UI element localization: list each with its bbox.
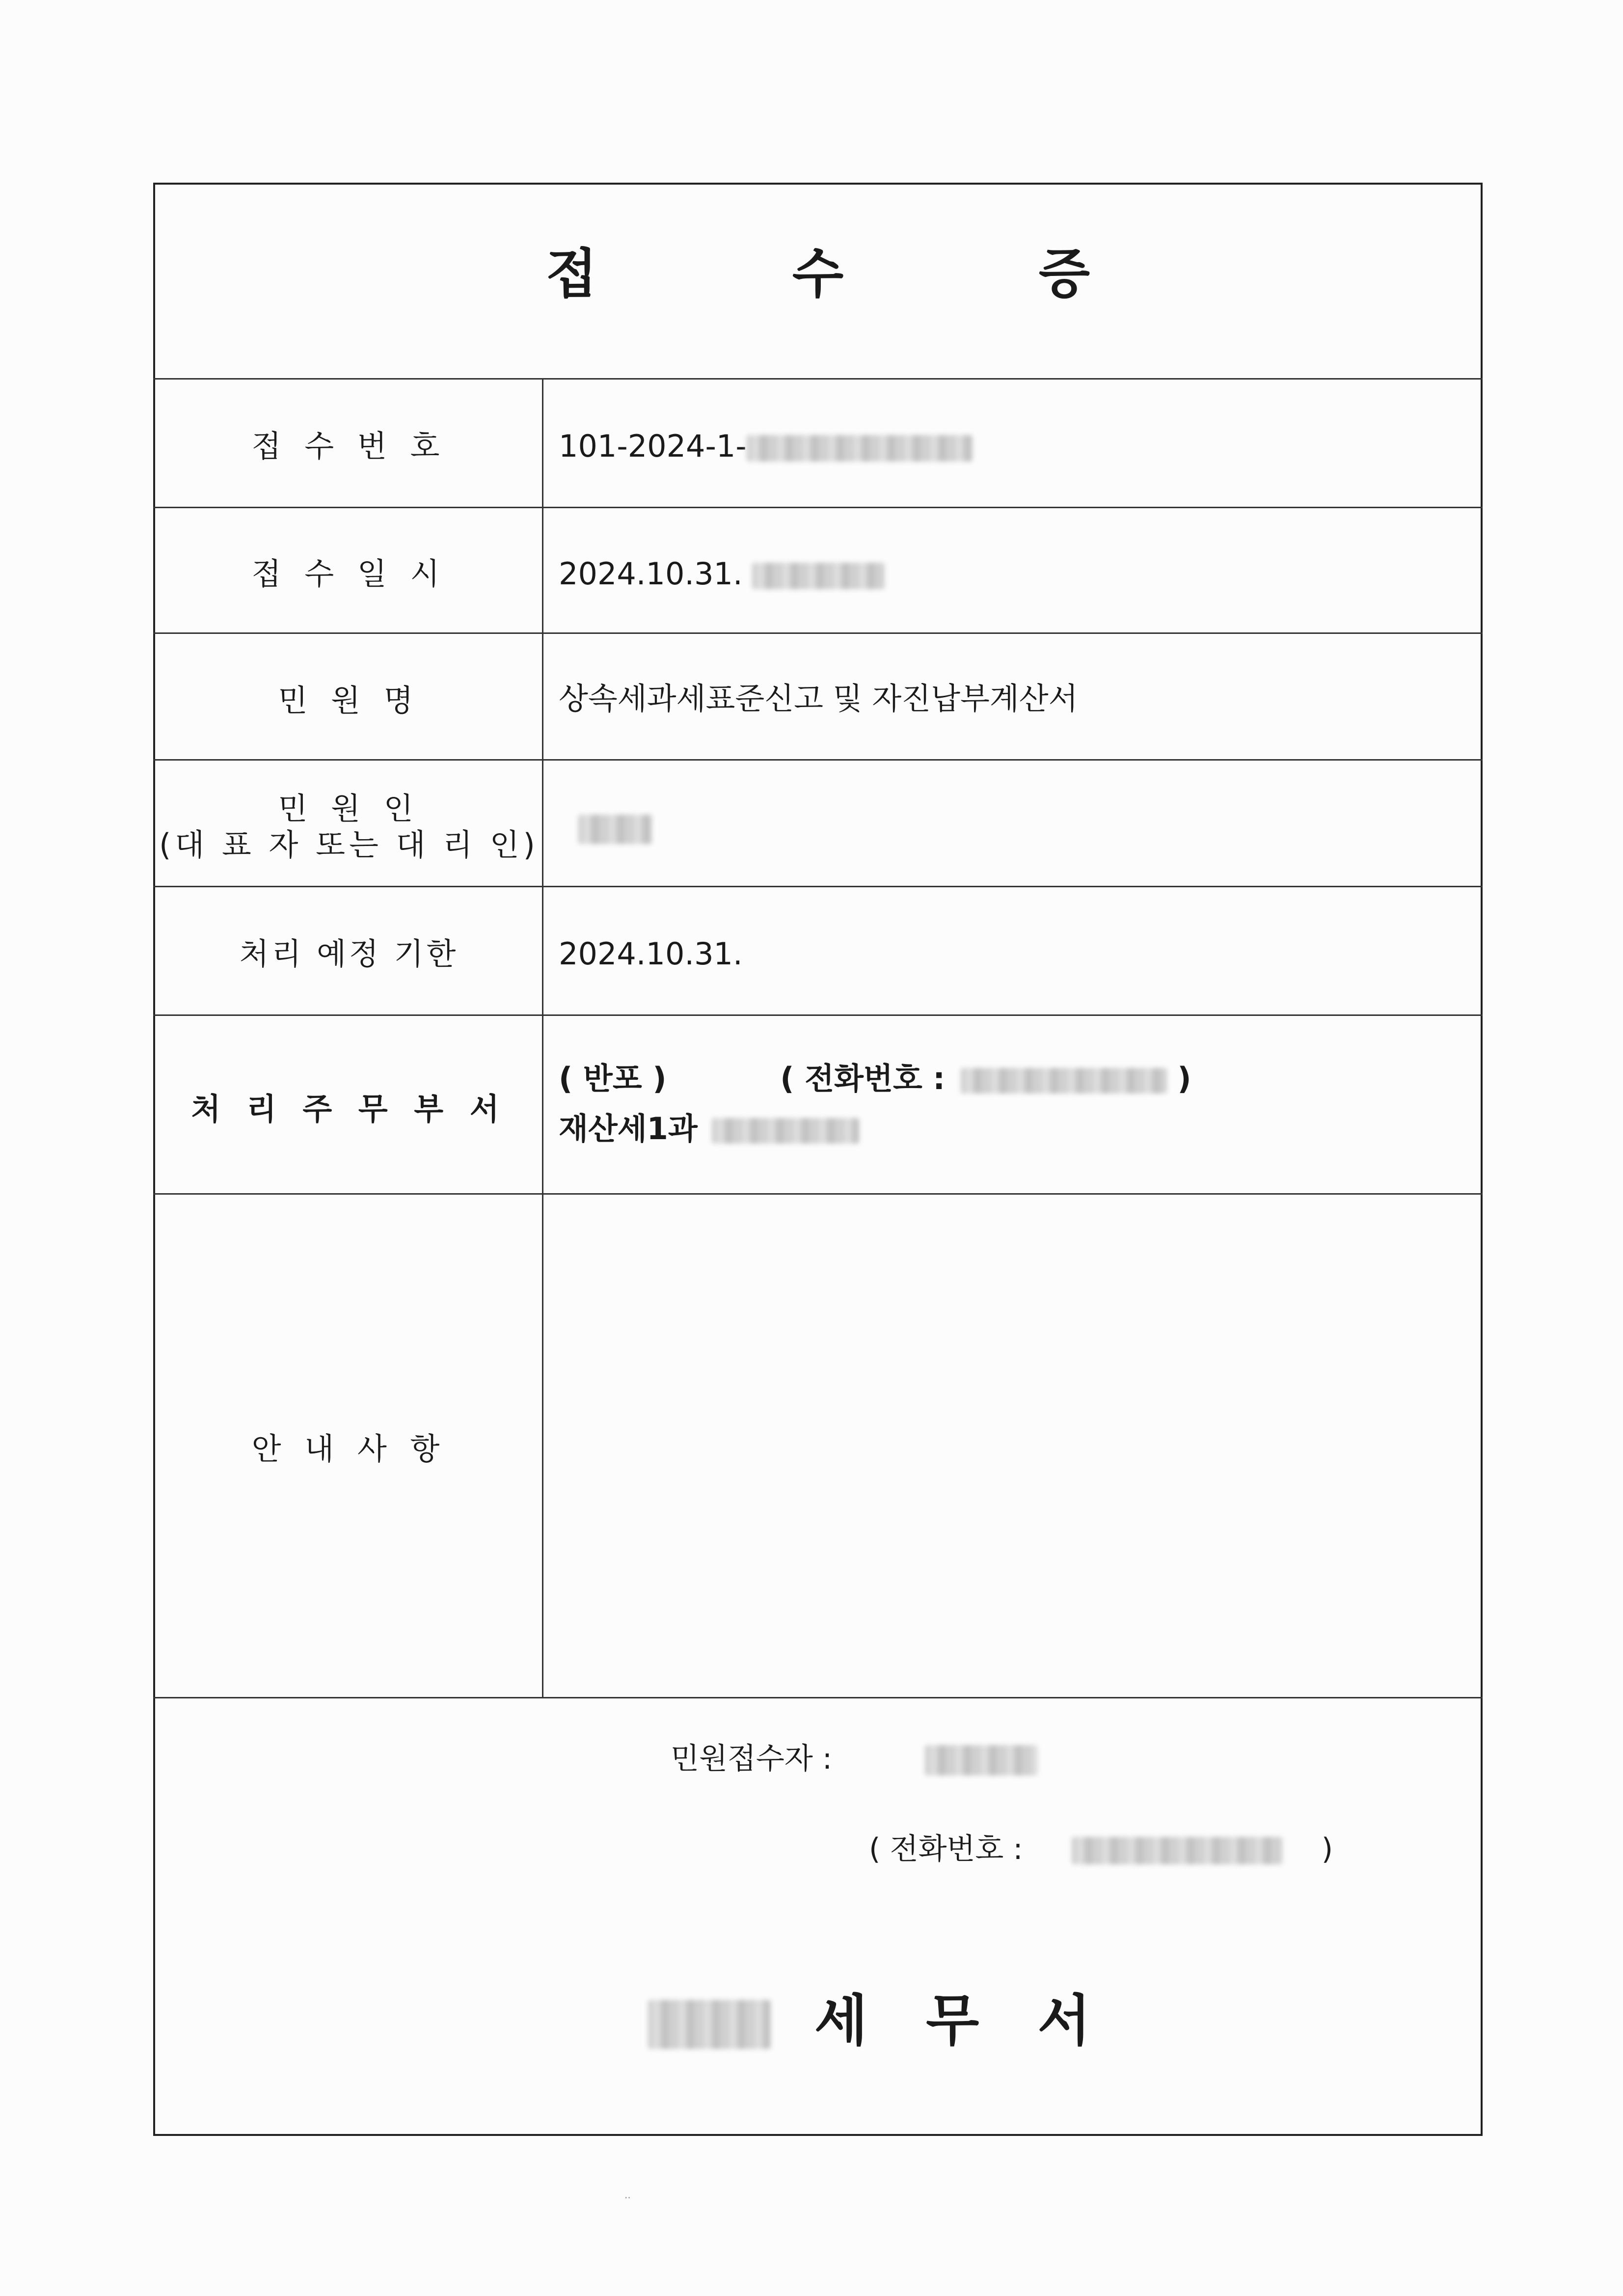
receiver-phone-close: ) [1321,1832,1333,1866]
notice-label: 안 내 사 항 [251,1431,447,1467]
department-office: ( 반포 ) [559,1061,667,1096]
divider-title [153,378,1483,380]
petitioner-value [578,809,652,846]
divider-row-6 [153,1193,1483,1195]
receipt-number-value [559,428,973,465]
petition-name-value: 상속세과세표준신고 및 자진납부계산서 [559,681,1078,716]
tax-office-name [648,1989,1110,2053]
redacted-division-staff [712,1118,859,1144]
redacted-receipt-number [747,435,973,462]
receipt-date: 2024.10.31. [559,556,743,592]
receipt-number-label: 접 수 번 호 [251,428,447,464]
redacted-receiver-name [925,1745,1038,1776]
redacted-receipt-time [752,563,885,589]
receipt-datetime-value [559,556,885,592]
divider-row-4 [153,886,1483,887]
receiver-phone-label: ( 전화번호 : [869,1832,1023,1866]
notice-content-area [545,1196,1481,1695]
petitioner-label-line2: (대 표 자 또는 대 리 인) [159,827,539,863]
petition-name-label: 민 원 명 [278,683,420,718]
department-phone-label: ( 전화번호 : [780,1061,946,1096]
department-division-line [559,1111,859,1147]
divider-row-1 [153,507,1483,508]
divider-row-2 [153,632,1483,634]
divider-row-5 [153,1014,1483,1016]
document-title: 접 수 증 [545,244,1179,305]
deadline-value: 2024.10.31. [559,936,743,972]
divider-row-3 [153,759,1483,761]
redacted-department-phone [961,1068,1167,1093]
receiver-line [671,1741,1038,1777]
scan-speck: ·· [624,2192,631,2204]
petitioner-label-line1: 민 원 인 [278,791,420,826]
receiver-phone-line [869,1831,1333,1867]
redacted-petitioner-name [578,815,652,844]
petitioner-label [155,791,543,864]
redacted-office-prefix [648,2000,771,2049]
receiver-label: 민원접수자 : [671,1742,833,1776]
tax-office-suffix: 세 무 서 [814,1989,1110,2053]
receipt-datetime-label: 접 수 일 시 [251,556,447,592]
receipt-number-prefix: 101-2024-1- [559,428,747,464]
redacted-receiver-phone [1072,1837,1283,1864]
department-label: 처 리 주 무 부 서 [191,1091,507,1127]
department-phone-close: ) [1177,1061,1191,1096]
divider-row-7 [153,1697,1483,1698]
department-office-line [559,1061,1191,1097]
department-division: 재산세1과 [559,1111,698,1147]
deadline-label: 처리 예정 기한 [239,936,459,972]
